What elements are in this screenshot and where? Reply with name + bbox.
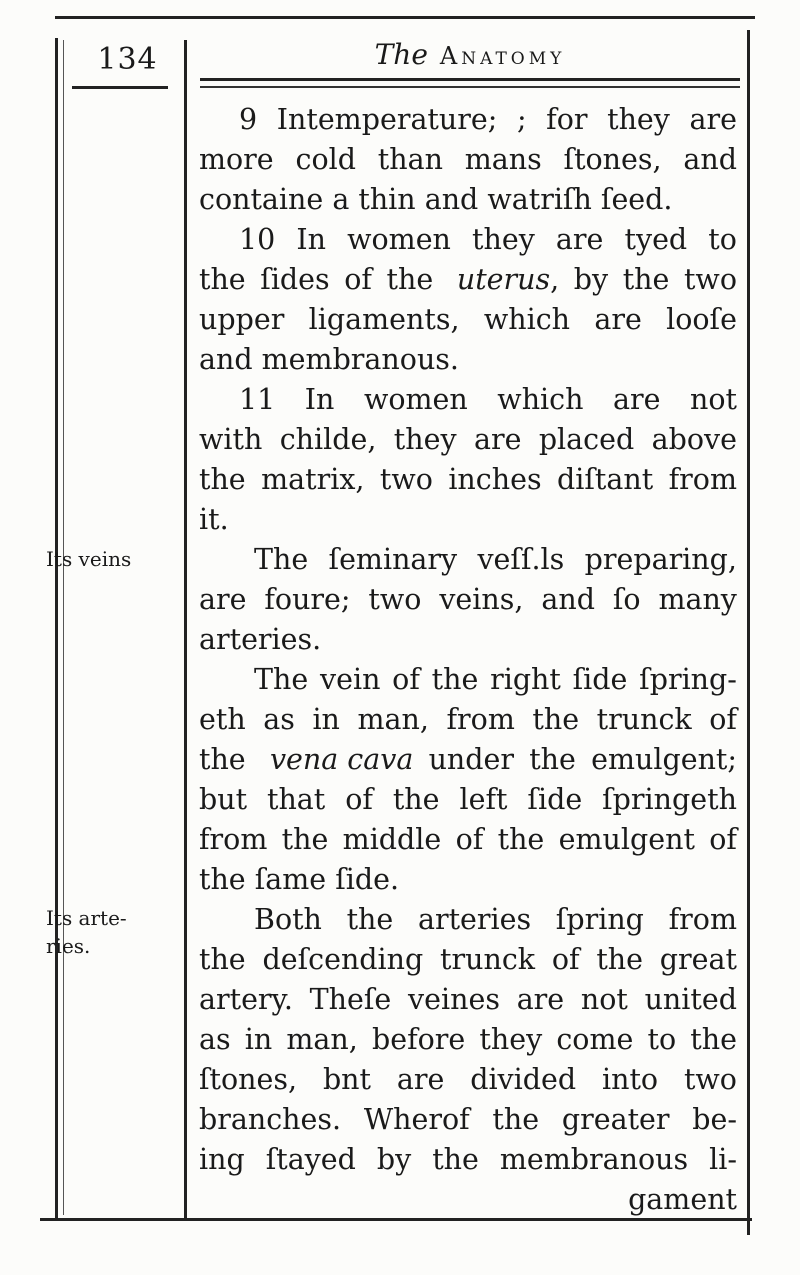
word: the — [346, 903, 394, 936]
word: ſide — [527, 783, 583, 816]
word: ſeminary — [328, 543, 458, 576]
word: mans — [464, 143, 542, 176]
word: they — [479, 1023, 543, 1056]
word: of — [551, 943, 580, 976]
body-text — [199, 100, 737, 1220]
margin-note-veins: Its veins — [46, 547, 132, 571]
text-line — [199, 820, 737, 860]
word: and — [541, 583, 595, 616]
word: to — [647, 1023, 677, 1056]
word: 9 — [239, 103, 258, 136]
text-line — [199, 420, 737, 460]
word: ; — [516, 103, 527, 136]
word: Both — [254, 903, 322, 936]
word: under — [428, 743, 515, 776]
word: the — [690, 1023, 737, 1056]
text-line — [199, 700, 737, 740]
word: the — [497, 823, 545, 856]
word: ſides — [260, 263, 330, 296]
word: man, — [286, 1023, 358, 1056]
text-line — [199, 300, 737, 340]
text-line — [199, 1140, 737, 1180]
word: from — [199, 823, 268, 856]
text-line — [199, 940, 737, 980]
word: veines — [408, 983, 500, 1016]
page-number: 134 — [97, 42, 158, 77]
line-text: gament — [628, 1183, 737, 1216]
word: the — [529, 743, 576, 776]
punctuation: , — [550, 263, 560, 296]
word: ſtones, — [199, 1063, 298, 1096]
word: diſtant — [557, 463, 654, 496]
word: foure; — [264, 583, 351, 616]
word: trunck — [440, 943, 536, 976]
word: the — [431, 663, 479, 696]
word: man, — [357, 703, 429, 736]
word: ſpringeth — [602, 783, 737, 816]
word: into — [602, 1063, 659, 1096]
word: the — [532, 703, 580, 736]
word: to — [708, 223, 737, 256]
word: Theſe — [309, 983, 392, 1016]
word: women — [363, 383, 468, 416]
word: than — [377, 143, 443, 176]
word: divided — [470, 1063, 577, 1096]
word: two — [379, 463, 433, 496]
word: women — [347, 223, 451, 256]
text-line — [199, 140, 737, 180]
word: the — [622, 263, 670, 296]
text-line — [199, 780, 737, 820]
word: before — [371, 1023, 466, 1056]
header-rule-right-lower — [200, 86, 740, 88]
word: veſſ.ls — [477, 543, 565, 576]
word: as — [263, 703, 295, 736]
text-line — [199, 340, 737, 380]
word: emulgent — [558, 823, 695, 856]
word: from — [668, 463, 737, 496]
word: come — [556, 1023, 634, 1056]
word: In — [296, 223, 326, 256]
word: the — [596, 943, 643, 976]
word: in — [244, 1023, 273, 1056]
word: li- — [709, 1143, 737, 1176]
word: the — [492, 1103, 540, 1136]
word: the — [199, 463, 246, 496]
text-line — [199, 460, 737, 500]
italic-group — [270, 740, 413, 780]
word: left — [459, 783, 508, 816]
word: childe, — [279, 423, 377, 456]
word: Wherof — [363, 1103, 470, 1136]
word: The — [254, 663, 309, 696]
word: greater — [561, 1103, 670, 1136]
italic-term: uterus — [456, 263, 551, 296]
word: looſe — [666, 303, 737, 336]
word: veins, — [439, 583, 524, 616]
word: great — [659, 943, 737, 976]
word: they — [607, 103, 670, 136]
word: are — [199, 583, 247, 616]
word: ligaments, — [308, 303, 460, 336]
word: the — [281, 823, 329, 856]
text-line — [199, 620, 737, 660]
word: and — [683, 143, 737, 176]
word: of — [345, 783, 373, 816]
word: upper — [199, 303, 285, 336]
word: two — [368, 583, 422, 616]
word: in — [312, 703, 340, 736]
word: of — [455, 823, 484, 856]
line-text: the ſame ſide. — [199, 863, 400, 896]
word: ſpring — [555, 903, 644, 936]
word: right — [490, 663, 561, 696]
word: bnt — [322, 1063, 371, 1096]
word: but — [199, 783, 248, 816]
word: two — [683, 263, 737, 296]
word: from — [668, 903, 737, 936]
word: arteries — [417, 903, 532, 936]
text-line — [199, 980, 737, 1020]
word: not — [690, 383, 737, 416]
word: of — [709, 703, 737, 736]
word: are — [473, 423, 522, 456]
word: with — [199, 423, 263, 456]
word: which — [483, 303, 571, 336]
word: matrix, — [261, 463, 365, 496]
word: branches. — [199, 1103, 342, 1136]
word: many — [658, 583, 737, 616]
margin-note-arteries-line2: ries. — [46, 934, 91, 958]
word: are — [555, 223, 604, 256]
word: tyed — [624, 223, 688, 256]
left-outer-rule — [55, 38, 58, 1218]
word: trunck — [596, 703, 692, 736]
word: inches — [448, 463, 542, 496]
word: the — [199, 743, 255, 776]
text-line — [199, 380, 737, 420]
italic-group — [457, 260, 559, 300]
word: the — [432, 1143, 479, 1176]
margin-note-arteries — [46, 904, 176, 960]
top-rule — [55, 16, 755, 19]
word: the — [199, 943, 246, 976]
header-rule-right — [200, 78, 740, 81]
line-text: it. — [199, 503, 229, 536]
word: membranous — [499, 1143, 689, 1176]
left-inner-rule — [63, 40, 64, 1215]
text-line — [199, 860, 737, 900]
text-line — [199, 740, 737, 780]
word: of — [709, 823, 737, 856]
margin-note-arteries-line1: Its arte- — [46, 906, 127, 930]
word: 11 — [239, 383, 276, 416]
word: are — [594, 303, 642, 336]
word: two — [683, 1063, 737, 1096]
word: eth — [199, 703, 246, 736]
word: they — [393, 423, 457, 456]
text-line — [199, 540, 737, 580]
word: vein — [319, 663, 381, 696]
word: artery. — [199, 983, 293, 1016]
word: above — [651, 423, 737, 456]
word: 10 — [239, 223, 276, 256]
word: more — [199, 143, 274, 176]
text-line — [199, 1180, 737, 1220]
word: ſpring- — [639, 663, 737, 696]
word: from — [446, 703, 515, 736]
gutter-rule — [184, 40, 187, 1218]
header-rule-left — [72, 86, 168, 89]
text-line — [199, 900, 737, 940]
word: The — [254, 543, 309, 576]
word: that — [267, 783, 326, 816]
word: are — [613, 383, 661, 416]
word: ſtayed — [265, 1143, 356, 1176]
running-title-article: The — [374, 38, 428, 71]
word: the — [199, 263, 246, 296]
word: they — [472, 223, 535, 256]
word: preparing, — [584, 543, 737, 576]
text-line — [199, 580, 737, 620]
line-text: and membranous. — [199, 343, 459, 376]
word: for — [546, 103, 588, 136]
text-line — [199, 660, 737, 700]
word: not — [580, 983, 628, 1016]
running-title-word: Anatomy — [439, 42, 566, 70]
word: by — [376, 1143, 412, 1176]
text-line — [199, 1060, 737, 1100]
line-text: arteries. — [199, 623, 322, 656]
word: be- — [692, 1103, 737, 1136]
word: ing — [199, 1143, 245, 1176]
text-line — [199, 1100, 737, 1140]
word: united — [644, 983, 737, 1016]
word: are — [396, 1063, 445, 1096]
text-line — [199, 500, 737, 540]
word: of — [344, 263, 372, 296]
word: the — [392, 783, 440, 816]
word: Intemperature; — [276, 103, 498, 136]
word: deſcending — [262, 943, 424, 976]
word: of — [392, 663, 420, 696]
running-title — [200, 38, 740, 71]
right-rule — [747, 30, 750, 1235]
word: ſtones, — [563, 143, 662, 176]
word: the — [386, 263, 443, 296]
word: as — [199, 1023, 231, 1056]
text-line — [199, 100, 737, 140]
italic-term: vena cava — [269, 743, 414, 776]
word: ſo — [612, 583, 641, 616]
line-text: containe a thin and watriſh ſeed. — [199, 183, 673, 216]
word: ſide — [572, 663, 628, 696]
word: placed — [538, 423, 635, 456]
text-line — [199, 260, 737, 300]
word: which — [497, 383, 584, 416]
word: are — [516, 983, 565, 1016]
word: by — [573, 263, 609, 296]
word: are — [689, 103, 737, 136]
word: In — [304, 383, 335, 416]
text-line — [199, 180, 737, 220]
word: cold — [295, 143, 356, 176]
text-line — [199, 220, 737, 260]
word: middle — [342, 823, 442, 856]
word: emulgent; — [591, 743, 737, 776]
text-line — [199, 1020, 737, 1060]
